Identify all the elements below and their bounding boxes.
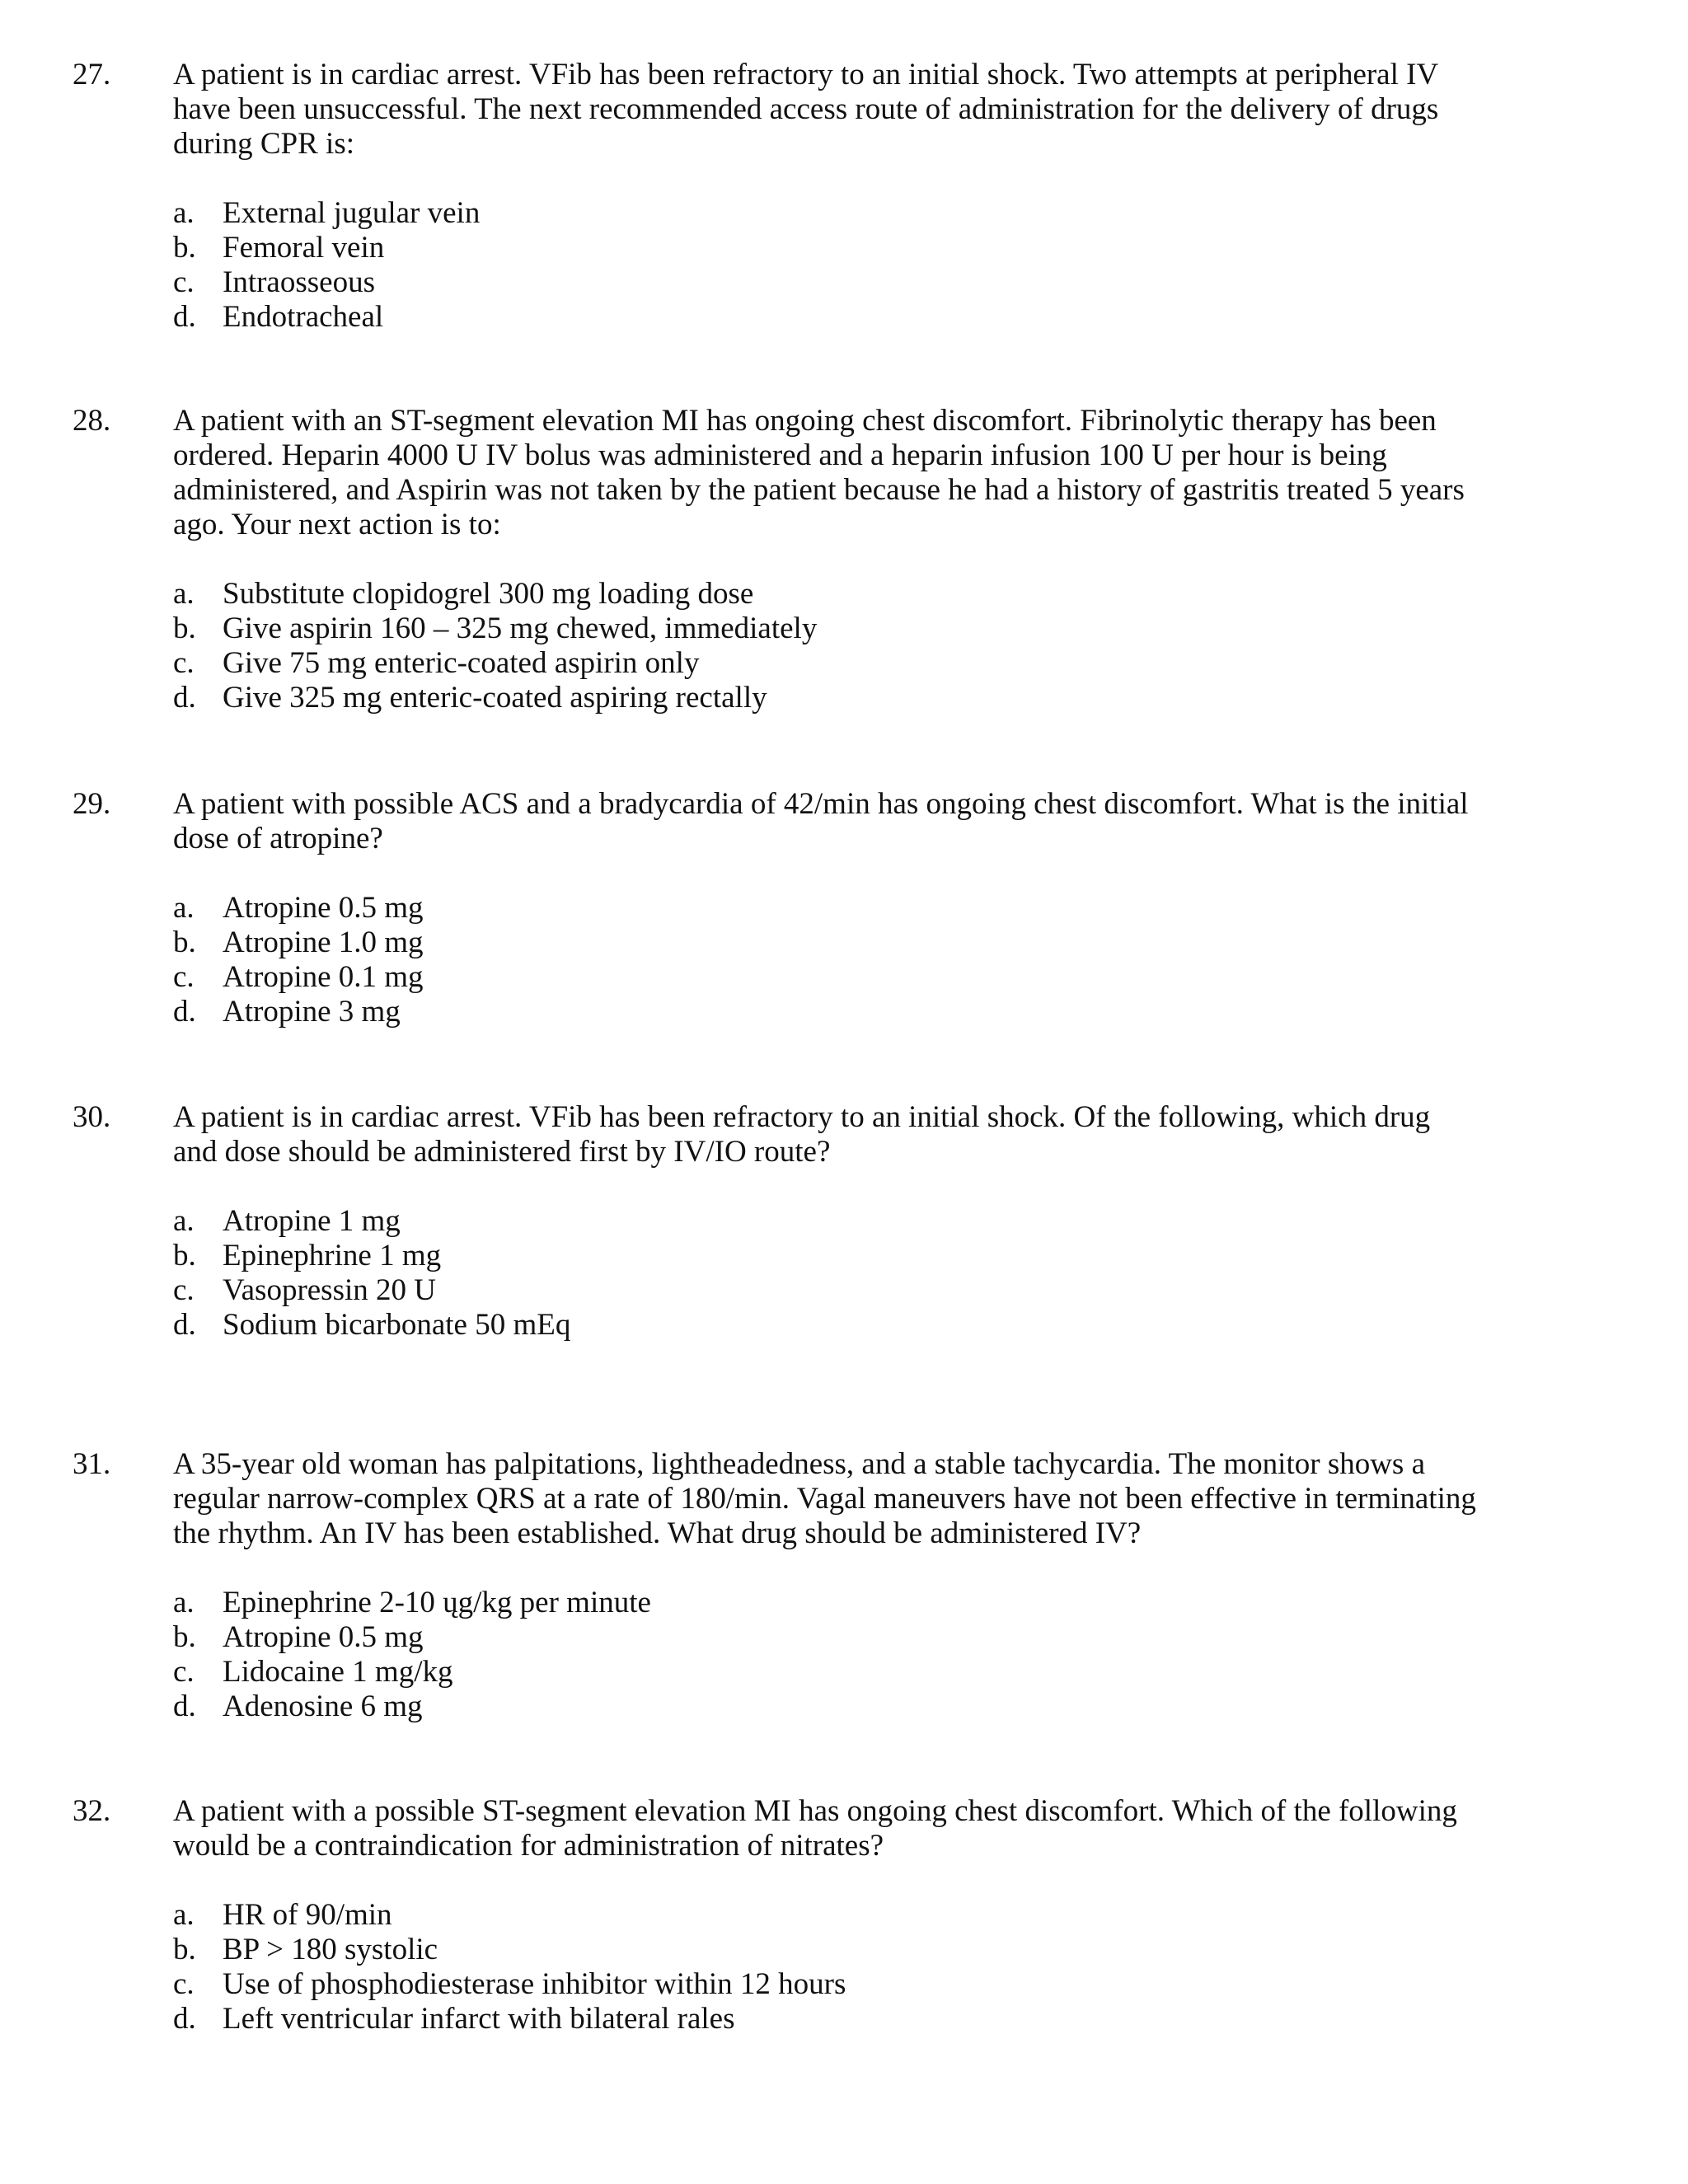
option-text: Adenosine 6 mg — [223, 1690, 423, 1723]
stem-line: and dose should be administered first by IV/IO route? — [173, 1135, 831, 1169]
answer-option — [173, 265, 1409, 300]
option-text: Substitute clopidogrel 300 mg loading dose — [223, 577, 754, 611]
answer-option — [173, 577, 1409, 612]
option-letter: b. — [173, 926, 196, 959]
option-letter: c. — [173, 1967, 195, 2001]
option-letter: c. — [173, 1273, 195, 1307]
option-text: Atropine 0.1 mg — [223, 960, 424, 994]
answer-option — [173, 612, 1409, 646]
answer-option — [173, 681, 1409, 715]
stem-line: the rhythm. An IV has been established. What drug should be administered IV? — [173, 1516, 1142, 1550]
option-text: BP > 180 systolic — [223, 1933, 438, 1966]
answer-options — [173, 1586, 1409, 1724]
option-text: Give aspirin 160 – 325 mg chewed, immediately — [223, 612, 818, 645]
answer-options — [173, 1898, 1409, 2036]
stem-line: administered, and Aspirin was not taken by the patient because he had a history of gastritis treated 5 years — [173, 473, 1465, 507]
question-stem — [173, 787, 1525, 856]
question-stem — [173, 1447, 1525, 1551]
option-text: Atropine 1.0 mg — [223, 926, 424, 959]
option-letter: d. — [173, 995, 196, 1029]
option-text: Use of phosphodiesterase inhibitor within 12 hours — [223, 1967, 846, 2001]
answer-option — [173, 1308, 1409, 1343]
question-stem — [173, 404, 1525, 542]
stem-line: during CPR is: — [173, 127, 354, 161]
answer-option — [173, 1690, 1409, 1724]
option-letter: d. — [173, 2002, 196, 2036]
answer-option — [173, 2002, 1409, 2036]
option-letter: b. — [173, 612, 196, 645]
option-text: Atropine 3 mg — [223, 995, 401, 1029]
option-text: External jugular vein — [223, 196, 481, 230]
answer-option — [173, 960, 1409, 995]
question-number: 31. — [73, 1447, 111, 1481]
answer-options — [173, 577, 1409, 715]
question-stem — [173, 1794, 1525, 1863]
answer-options — [173, 891, 1409, 1029]
option-text: Atropine 1 mg — [223, 1204, 401, 1238]
answer-option — [173, 300, 1409, 335]
option-letter: a. — [173, 1898, 195, 1932]
stem-line: A patient with a possible ST-segment elevation MI has ongoing chest discomfort. Which of the following — [173, 1794, 1457, 1828]
answer-option — [173, 926, 1409, 960]
option-text: Vasopressin 20 U — [223, 1273, 436, 1307]
option-text: Epinephrine 1 mg — [223, 1239, 442, 1272]
answer-option — [173, 1586, 1409, 1620]
option-letter: a. — [173, 196, 195, 230]
option-text: Epinephrine 2-10 ųg/kg per minute — [223, 1586, 651, 1619]
option-letter: c. — [173, 646, 195, 680]
option-letter: c. — [173, 960, 195, 994]
option-letter: d. — [173, 300, 196, 334]
stem-line: A patient with an ST-segment elevation MI has ongoing chest discomfort. Fibrinolytic therapy has been — [173, 404, 1437, 438]
answer-options — [173, 196, 1409, 335]
stem-line: regular narrow-complex QRS at a rate of 180/min. Vagal maneuvers have not been effective in terminating — [173, 1482, 1476, 1516]
stem-line: ago. Your next action is to: — [173, 508, 501, 541]
question-stem — [173, 1100, 1525, 1169]
answer-option — [173, 646, 1409, 681]
answer-option — [173, 1204, 1409, 1239]
answer-option — [173, 231, 1409, 265]
option-text: Atropine 0.5 mg — [223, 1620, 424, 1654]
question-number: 30. — [73, 1100, 111, 1134]
stem-line: dose of atropine? — [173, 822, 383, 855]
question-number: 27. — [73, 58, 111, 91]
stem-line: A patient is in cardiac arrest. VFib has been refractory to an initial shock. Of the following, which drug — [173, 1100, 1431, 1134]
answer-option — [173, 1273, 1409, 1308]
answer-options — [173, 1204, 1409, 1343]
stem-line: A 35-year old woman has palpitations, lightheadedness, and a stable tachycardia. The monitor shows a — [173, 1447, 1426, 1481]
option-text: Give 325 mg enteric-coated aspiring rectally — [223, 681, 767, 715]
question-stem — [173, 58, 1525, 162]
answer-option — [173, 1239, 1409, 1273]
answer-option — [173, 1620, 1409, 1655]
answer-option — [173, 1967, 1409, 2002]
option-text: Atropine 0.5 mg — [223, 891, 424, 925]
option-letter: a. — [173, 1586, 195, 1619]
answer-option — [173, 196, 1409, 231]
option-letter: a. — [173, 577, 195, 611]
stem-line: would be a contraindication for administration of nitrates? — [173, 1829, 884, 1863]
question-number: 32. — [73, 1794, 111, 1828]
question-number: 28. — [73, 404, 111, 438]
answer-option — [173, 1655, 1409, 1690]
option-letter: b. — [173, 1933, 196, 1966]
stem-line: ordered. Heparin 4000 U IV bolus was administered and a heparin infusion 100 U per hour is being — [173, 438, 1387, 472]
stem-line: have been unsuccessful. The next recommended access route of administration for the delivery of drugs — [173, 92, 1439, 126]
option-letter: d. — [173, 1308, 196, 1342]
question-number: 29. — [73, 787, 111, 821]
option-letter: a. — [173, 1204, 195, 1238]
option-text: Give 75 mg enteric-coated aspirin only — [223, 646, 700, 680]
option-letter: b. — [173, 1620, 196, 1654]
option-letter: b. — [173, 231, 196, 265]
option-letter: a. — [173, 891, 195, 925]
option-text: Intraosseous — [223, 265, 375, 299]
option-letter: c. — [173, 265, 195, 299]
option-text: HR of 90/min — [223, 1898, 392, 1932]
answer-option — [173, 1933, 1409, 1967]
stem-line: A patient with possible ACS and a bradycardia of 42/min has ongoing chest discomfort. What is the initial — [173, 787, 1469, 821]
answer-option — [173, 995, 1409, 1029]
answer-option — [173, 1898, 1409, 1933]
option-letter: d. — [173, 681, 196, 715]
option-letter: d. — [173, 1690, 196, 1723]
stem-line: A patient is in cardiac arrest. VFib has been refractory to an initial shock. Two attempts at peripheral IV — [173, 58, 1439, 91]
answer-option — [173, 891, 1409, 926]
option-letter: b. — [173, 1239, 196, 1272]
option-letter: c. — [173, 1655, 195, 1689]
option-text: Lidocaine 1 mg/kg — [223, 1655, 453, 1689]
option-text: Sodium bicarbonate 50 mEq — [223, 1308, 571, 1342]
option-text: Endotracheal — [223, 300, 384, 334]
option-text: Left ventricular infarct with bilateral rales — [223, 2002, 735, 2036]
option-text: Femoral vein — [223, 231, 385, 265]
